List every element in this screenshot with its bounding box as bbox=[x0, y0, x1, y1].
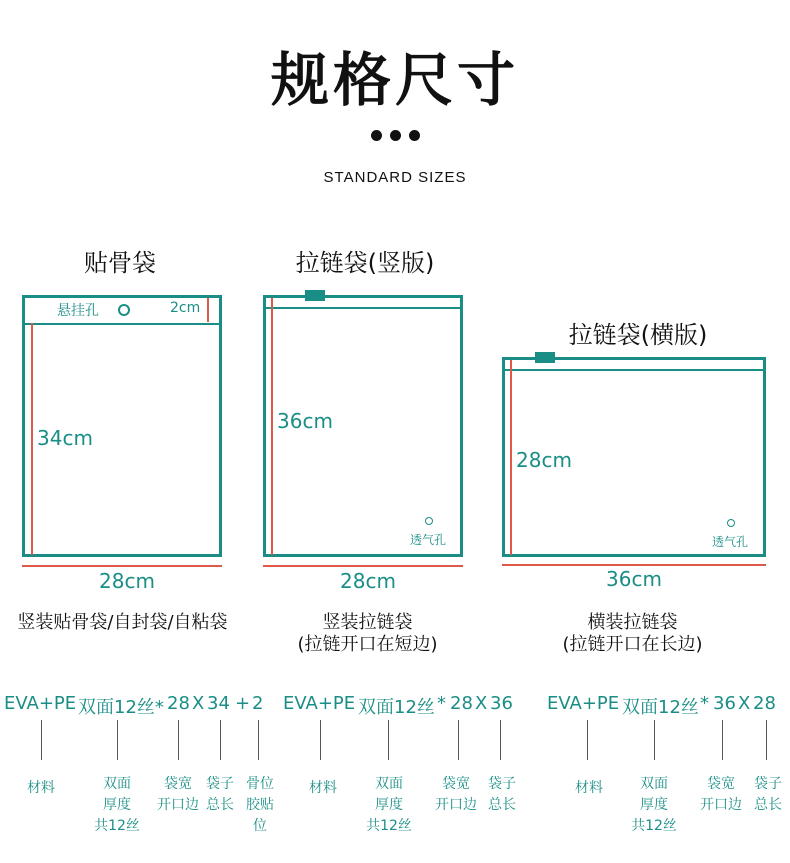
spec-length: 36 bbox=[490, 693, 513, 714]
hanging-hole-label: 悬挂孔 bbox=[57, 303, 99, 319]
bag-title: 拉链袋(竖版) bbox=[295, 249, 435, 277]
spec-label: 袋宽 开口边 bbox=[435, 776, 477, 813]
spec-pointer bbox=[178, 720, 179, 760]
vent-hole-icon bbox=[727, 519, 735, 527]
spec-material: EVA+PE bbox=[283, 693, 356, 714]
height-dimension-line bbox=[31, 323, 33, 555]
spec-times: X bbox=[192, 693, 205, 714]
spec-label: 材料 bbox=[575, 780, 603, 796]
spec-bone: 2 bbox=[252, 693, 264, 714]
spec-length: 28 bbox=[753, 693, 776, 714]
spec-times: X bbox=[738, 693, 751, 714]
height-dimension: 34cm bbox=[37, 426, 93, 450]
bag-caption: 竖装贴骨袋/自封袋/自粘袋 bbox=[17, 612, 228, 633]
spec-pointer bbox=[458, 720, 459, 760]
spec-label: 袋子 总长 bbox=[206, 776, 234, 813]
spec-width: 36 bbox=[713, 693, 736, 714]
width-dimension-line bbox=[502, 564, 766, 566]
spec-label: 袋宽 开口边 bbox=[700, 776, 742, 813]
bag-title: 拉链袋(横版) bbox=[568, 321, 708, 349]
bag-caption: 竖装拉链袋 bbox=[322, 612, 413, 633]
spec-star: * bbox=[700, 693, 709, 714]
zipper-line bbox=[502, 369, 766, 371]
spec-thickness: 双面12丝 bbox=[622, 697, 699, 718]
bag-title: 贴骨袋 bbox=[84, 249, 156, 277]
spec-pointer bbox=[654, 720, 655, 760]
height-dimension-line bbox=[510, 360, 512, 555]
dot-icon bbox=[409, 130, 420, 141]
zipper-slider-icon bbox=[535, 352, 555, 363]
top-band-dimension: 2cm bbox=[170, 300, 201, 316]
zipper-slider-icon bbox=[305, 290, 325, 301]
bag-caption-note: (拉链开口在短边) bbox=[297, 634, 438, 655]
spec-pointer bbox=[320, 720, 321, 760]
spec-label: 袋子 总长 bbox=[754, 776, 782, 813]
zipper-line bbox=[263, 307, 463, 309]
vent-label: 透气孔 bbox=[410, 533, 447, 547]
spec-material: EVA+PE bbox=[547, 693, 620, 714]
spec-label: 骨位 胶贴 位 bbox=[246, 776, 274, 834]
spec-label: 双面 厚度 共12丝 bbox=[94, 776, 140, 834]
page-subtitle: STANDARD SIZES bbox=[323, 169, 467, 186]
width-dimension-line bbox=[22, 565, 222, 567]
spec-width: 28 bbox=[450, 693, 473, 714]
spec-label: 材料 bbox=[309, 780, 337, 796]
spec-pointer bbox=[220, 720, 221, 760]
spec-times: X bbox=[475, 693, 488, 714]
spec-label: 材料 bbox=[27, 780, 55, 796]
bag-caption-note: (拉链开口在长边) bbox=[562, 634, 703, 655]
hanging-hole-icon bbox=[118, 304, 130, 316]
width-dimension-line bbox=[263, 565, 463, 567]
spec-pointer bbox=[258, 720, 259, 760]
spec-pointer bbox=[722, 720, 723, 760]
spec-length: 34 bbox=[207, 693, 230, 714]
width-dimension: 28cm bbox=[340, 569, 396, 593]
top-band-line bbox=[22, 323, 222, 325]
spec-pointer bbox=[117, 720, 118, 760]
vent-label: 透气孔 bbox=[712, 535, 749, 549]
spec-pointer bbox=[587, 720, 588, 760]
spec-material: EVA+PE bbox=[4, 693, 77, 714]
vent-hole-icon bbox=[425, 517, 433, 525]
height-dimension: 36cm bbox=[277, 409, 333, 433]
height-dimension: 28cm bbox=[516, 448, 572, 472]
width-dimension: 28cm bbox=[99, 569, 155, 593]
ellipsis-divider bbox=[0, 126, 790, 145]
spec-label: 袋宽 开口边 bbox=[157, 776, 199, 813]
top-band-dimension-line bbox=[207, 298, 209, 322]
spec-thickness: 双面12丝 bbox=[358, 697, 435, 718]
dot-icon bbox=[390, 130, 401, 141]
height-dimension-line bbox=[271, 298, 273, 555]
page-title: 规格尺寸 bbox=[270, 46, 519, 114]
spec-pointer bbox=[388, 720, 389, 760]
width-dimension: 36cm bbox=[606, 567, 662, 591]
bag-caption: 横装拉链袋 bbox=[587, 612, 678, 633]
spec-pointer bbox=[500, 720, 501, 760]
spec-thickness: 双面12丝* bbox=[78, 697, 164, 718]
spec-label: 双面 厚度 共12丝 bbox=[631, 776, 677, 834]
spec-pointer bbox=[766, 720, 767, 760]
spec-star: * bbox=[437, 693, 446, 714]
spec-pointer bbox=[41, 720, 42, 760]
spec-label: 双面 厚度 共12丝 bbox=[366, 776, 412, 834]
spec-label: 袋子 总长 bbox=[488, 776, 516, 813]
spec-plus: + bbox=[235, 693, 251, 714]
dot-icon bbox=[371, 130, 382, 141]
spec-width: 28 bbox=[167, 693, 190, 714]
